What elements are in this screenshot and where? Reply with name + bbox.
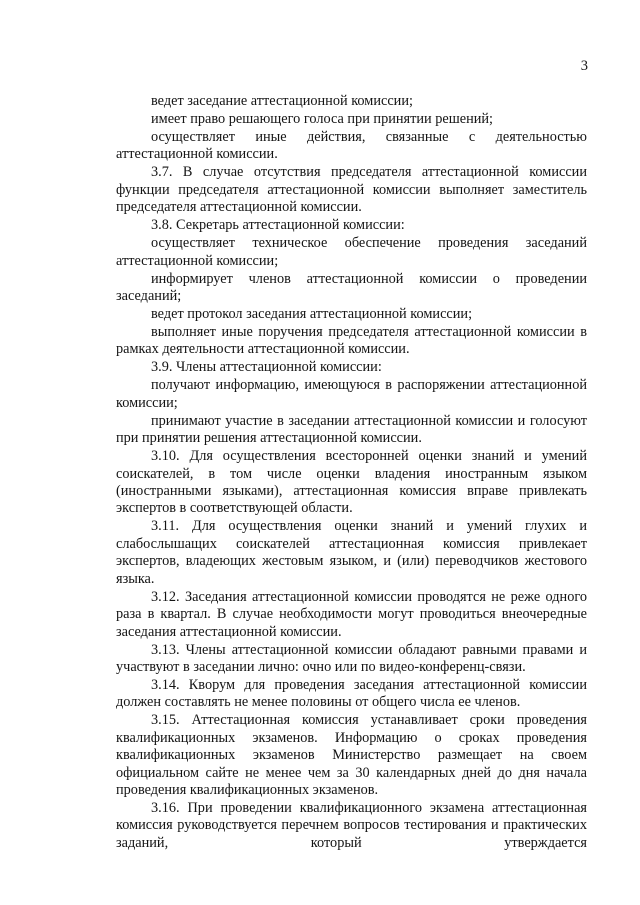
- paragraph: осуществляет иные действия, связанные с деятельностью аттестационной комиссии.: [116, 129, 587, 163]
- paragraph: 3.14. Кворум для проведения заседания аттестационной комиссии должен составлять не менее половины от общего числа ее членов.: [116, 676, 587, 711]
- paragraph: принимают участие в заседании аттестационной комиссии и голосуют при принятии решения аттестационной комиссии.: [116, 412, 587, 447]
- paragraph: 3.11. Для осуществления оценки знаний и умений глухих и слабослышащих соискателей аттестационная комиссия привлекает экспертов, владеющих жестовым языком, и (или) переводчиков жестового языка.: [116, 518, 587, 587]
- paragraph: ведет протокол заседания аттестационной комиссии;: [151, 306, 473, 323]
- paragraph: осуществляет техническое обеспечение проведения заседаний аттестационной комиссии;: [116, 235, 587, 269]
- paragraph: получают информацию, имеющуюся в распоряжении аттестационной комиссии;: [116, 377, 587, 411]
- paragraph: 3.16. При проведении квалификационного экзамена аттестационная комиссия руководствуется перечнем вопросов тестирования и практических заданий, который утверждается: [116, 799, 587, 851]
- paragraph: 3.9. Члены аттестационной комиссии:: [151, 359, 382, 376]
- paragraph: 3.12. Заседания аттестационной комиссии проводятся не реже одного раза в квартал. В случае необходимости могут проводиться внеочередные заседания аттестационной комиссии.: [116, 588, 587, 640]
- paragraph: ведет заседание аттестационной комиссии;: [151, 93, 413, 109]
- paragraph: 3.15. Аттестационная комиссия устанавливает сроки проведения квалификационных экзаменов. Информацию о сроках проведения квалификационных экзаменов Министерство размещает на своем официальном сайте не менее чем за 30 календарных дней до дня начала проведения квалификационных экзаменов.: [116, 712, 587, 798]
- paragraph: 3.10. Для осуществления всесторонней оценки знаний и умений соискателей, в том числе оценки владения иностранным языком (иностранными языками), аттестационная комиссия вправе привлекать экспертов в соответствующей области.: [116, 448, 587, 517]
- page-number: 3: [580, 58, 588, 74]
- paragraph: имеет право решающего голоса при принятии решений;: [151, 111, 493, 127]
- paragraph: выполняет иные поручения председателя аттестационной комиссии в рамках деятельности аттестационной комиссии.: [116, 324, 587, 358]
- paragraph: 3.7. В случае отсутствия председателя аттестационной комиссии функции председателя аттестационной комиссии выполняет заместитель председателя аттестационной комиссии.: [116, 164, 587, 216]
- paragraph: 3.8. Секретарь аттестационной комиссии:: [151, 217, 405, 234]
- paragraph: 3.13. Члены аттестационной комиссии обладают равными правами и участвуют в заседании лично: очно или по видео-конференц-связи.: [116, 641, 587, 675]
- paragraph: информирует членов аттестационной комиссии о проведении заседаний;: [116, 270, 587, 305]
- document-body: [116, 93, 587, 852]
